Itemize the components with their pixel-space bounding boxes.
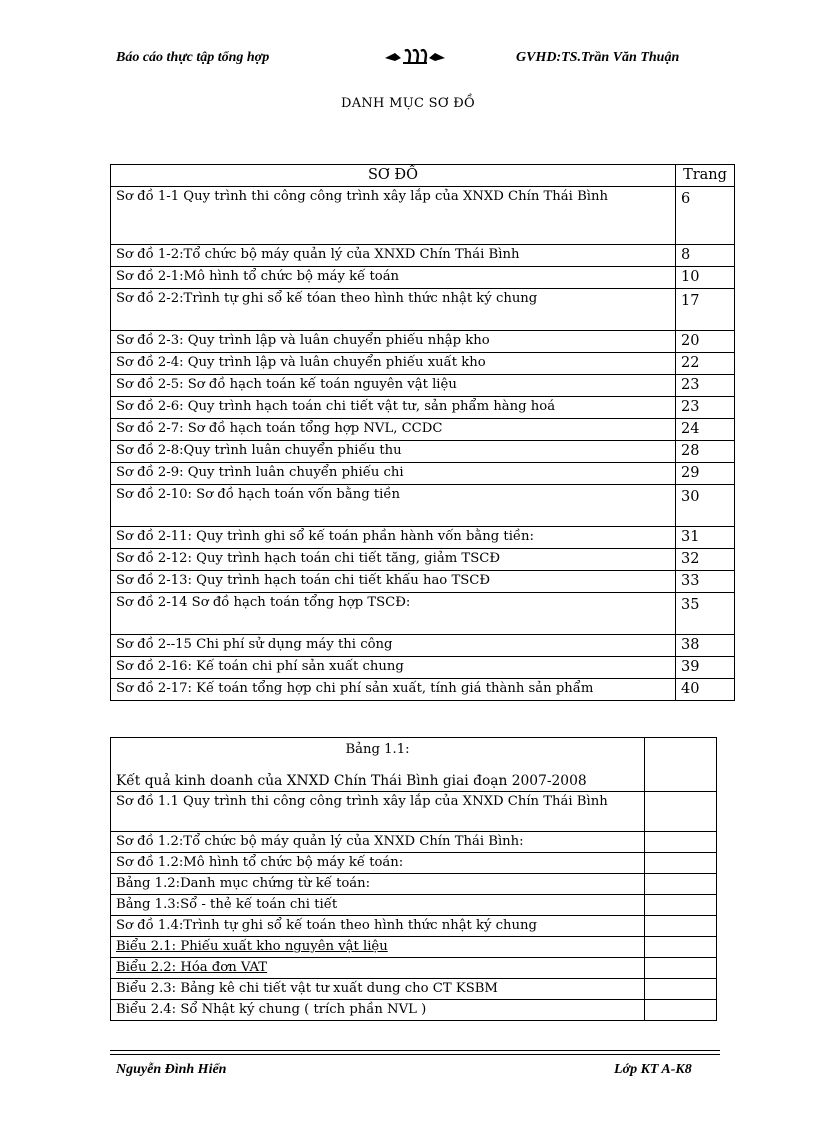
- header-ornament-icon: [383, 46, 447, 68]
- empty-cell: [645, 937, 717, 958]
- table-heading-line1: Bảng 1.1:: [345, 742, 410, 757]
- empty-cell: [645, 792, 717, 832]
- row-title: Biểu 2.3: Bảng kê chi tiết vật tư xuất dung cho CT KSBM: [111, 979, 645, 1000]
- row-page: 24: [676, 419, 735, 441]
- table-heading-line2: Kết quả kinh doanh của XNXD Chín Thái Bình giai đoạn 2007-2008: [116, 773, 587, 789]
- row-title: Sơ đồ 1-2:Tổ chức bộ máy quản lý của XNXD Chín Thái Bình: [111, 245, 676, 267]
- table-row: [111, 792, 717, 832]
- row-title: Sơ đồ 2-6: Quy trình hạch toán chi tiết vật tư, sản phẩm hàng hoá: [111, 397, 676, 419]
- empty-cell: [645, 832, 717, 853]
- row-title: Sơ đồ 2-1:Mô hình tổ chức bộ máy kế toán: [111, 267, 676, 289]
- footer-divider: [110, 1050, 720, 1051]
- row-title: Sơ đồ 2-14 Sơ đồ hạch toán tổng hợp TSCĐ:: [111, 593, 676, 635]
- table-row: [111, 375, 735, 397]
- table-row: [111, 527, 735, 549]
- row-title: Bảng 1.2:Danh mục chứng từ kế toán:: [111, 874, 645, 895]
- table-row: [111, 853, 717, 874]
- row-page: 39: [676, 657, 735, 679]
- row-title: Sơ đồ 2-17: Kế toán tổng hợp chi phí sản xuất, tính giá thành sản phẩm: [111, 679, 676, 701]
- table-row: [111, 245, 735, 267]
- row-page: 33: [676, 571, 735, 593]
- row-title: Sơ đồ 2-13: Quy trình hạch toán chi tiết khấu hao TSCĐ: [111, 571, 676, 593]
- table-row: [111, 571, 735, 593]
- footer-divider: [110, 1054, 720, 1055]
- table-row: [111, 331, 735, 353]
- table-row: [111, 397, 735, 419]
- row-page: 28: [676, 441, 735, 463]
- table-header-row: [111, 165, 735, 187]
- row-title: Bảng 1.3:Sổ - thẻ kế toán chi tiết: [111, 895, 645, 916]
- row-title: Sơ đồ 1-1 Quy trình thi công công trình xây lắp của XNXD Chín Thái Bình: [111, 187, 676, 245]
- table-row: [111, 937, 717, 958]
- empty-cell: [645, 979, 717, 1000]
- row-title: Biểu 2.4: Sổ Nhật ký chung ( trích phần NVL ): [111, 1000, 645, 1021]
- row-page: 38: [676, 635, 735, 657]
- table-row: [111, 657, 735, 679]
- row-title: Sơ đồ 2-11: Quy trình ghi sổ kế toán phần hành vốn bằng tiền:: [111, 527, 676, 549]
- row-title: Sơ đồ 2-3: Quy trình lập và luân chuyển phiếu nhập kho: [111, 331, 676, 353]
- table-row: [111, 353, 735, 375]
- table-row: [111, 441, 735, 463]
- footer-author: Nguyễn Đình Hiển: [116, 1062, 227, 1077]
- row-page: 20: [676, 331, 735, 353]
- row-title: Sơ đồ 2-16: Kế toán chi phí sản xuất chung: [111, 657, 676, 679]
- diagram-list-table: [110, 164, 735, 701]
- table-row: [111, 679, 735, 701]
- row-page: 23: [676, 375, 735, 397]
- row-title: Biểu 2.1: Phiếu xuất kho nguyên vật liệu: [111, 937, 645, 958]
- row-title: Sơ đồ 2-4: Quy trình lập và luân chuyển phiếu xuất kho: [111, 353, 676, 375]
- page-title: DANH MỤC SƠ ĐỒ: [340, 96, 476, 111]
- row-page: 23: [676, 397, 735, 419]
- row-title: Sơ đồ 2-12: Quy trình hạch toán chi tiết tăng, giảm TSCĐ: [111, 549, 676, 571]
- row-title: Sơ đồ 2-2:Trình tự ghi sổ kế tóan theo hình thức nhật ký chung: [111, 289, 676, 331]
- row-page: 22: [676, 353, 735, 375]
- row-title: Sơ đồ 2-7: Sơ đồ hạch toán tổng hợp NVL, CCDC: [111, 419, 676, 441]
- table-row: [111, 1000, 717, 1021]
- table-row: [111, 463, 735, 485]
- empty-cell: [645, 895, 717, 916]
- table-row: [111, 895, 717, 916]
- table-row: [111, 187, 735, 245]
- table-row: [111, 267, 735, 289]
- row-title: Sơ đồ 2-9: Quy trình luân chuyển phiếu chi: [111, 463, 676, 485]
- empty-cell: [645, 958, 717, 979]
- empty-cell: [645, 1000, 717, 1021]
- header-right: GVHD:TS.Trần Văn Thuận: [516, 50, 680, 65]
- column-header-diagram: SƠ ĐỒ: [111, 165, 676, 187]
- row-page: 8: [676, 245, 735, 267]
- row-title: Sơ đồ 1.2:Mô hình tổ chức bộ máy kế toán:: [111, 853, 645, 874]
- row-page: 17: [676, 289, 735, 331]
- empty-cell: [645, 916, 717, 937]
- row-title: Sơ đồ 1.2:Tổ chức bộ máy quản lý của XNXD Chín Thái Bình:: [111, 832, 645, 853]
- row-page: 6: [676, 187, 735, 245]
- table-row: [111, 874, 717, 895]
- table-heading-cell: [111, 738, 645, 792]
- table-row: [111, 485, 735, 527]
- row-page: 30: [676, 485, 735, 527]
- header-left: Báo cáo thực tập tổng hợp: [116, 50, 270, 65]
- table-row: [111, 289, 735, 331]
- row-title: Sơ đồ 2-8:Quy trình luân chuyển phiếu thu: [111, 441, 676, 463]
- row-page: 40: [676, 679, 735, 701]
- row-title: Biểu 2.2: Hóa đơn VAT: [111, 958, 645, 979]
- empty-cell: [645, 738, 717, 792]
- table-row: [111, 419, 735, 441]
- table-row: [111, 916, 717, 937]
- row-page: 35: [676, 593, 735, 635]
- row-page: 29: [676, 463, 735, 485]
- empty-cell: [645, 874, 717, 895]
- table-row: [111, 979, 717, 1000]
- footer-class: Lớp KT A-K8: [614, 1062, 692, 1077]
- row-title: Sơ đồ 2--15 Chi phí sử dụng máy thi công: [111, 635, 676, 657]
- table-row: [111, 738, 717, 792]
- row-title: Sơ đồ 1.1 Quy trình thi công công trình xây lắp của XNXD Chín Thái Bình: [111, 792, 645, 832]
- table-row: [111, 549, 735, 571]
- empty-cell: [645, 853, 717, 874]
- table-row: [111, 958, 717, 979]
- row-page: 32: [676, 549, 735, 571]
- row-title: Sơ đồ 2-10: Sơ đồ hạch toán vốn bằng tiền: [111, 485, 676, 527]
- row-title: Sơ đồ 1.4:Trình tự ghi sổ kế toán theo hình thức nhật ký chung: [111, 916, 645, 937]
- table-row: [111, 593, 735, 635]
- table-list-table: [110, 737, 717, 1021]
- row-page: 10: [676, 267, 735, 289]
- table-row: [111, 635, 735, 657]
- column-header-page: Trang: [676, 165, 735, 187]
- row-title: Sơ đồ 2-5: Sơ đồ hạch toán kế toán nguyên vật liệu: [111, 375, 676, 397]
- table-row: [111, 832, 717, 853]
- row-page: 31: [676, 527, 735, 549]
